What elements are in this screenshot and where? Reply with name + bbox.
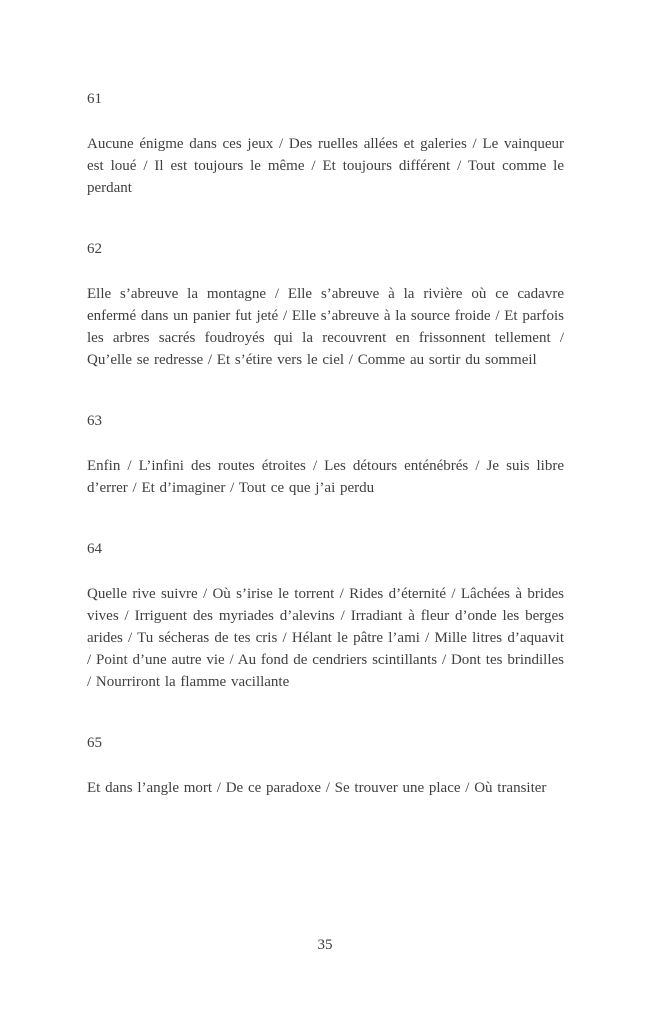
section-text: Et dans l’angle mort / De ce paradoxe / Se trouver une place / Où transiter bbox=[87, 780, 547, 796]
poem-section-62 bbox=[87, 238, 564, 371]
section-number: 62 bbox=[87, 241, 102, 257]
section-number: 61 bbox=[87, 91, 102, 107]
section-number: 63 bbox=[87, 413, 102, 429]
poem-section-64 bbox=[87, 538, 564, 693]
section-number: 64 bbox=[87, 541, 102, 557]
poem-section-65 bbox=[87, 732, 564, 799]
section-number: 65 bbox=[87, 735, 102, 751]
section-text: Elle s’abreuve la montagne / Elle s’abreuve à la rivière où ce cadavre enfermé dans un panier fut jeté / Elle s’abreuve à la source froide / Et parfois les arbres sacrés foudroyés qui la recouvrent en frissonnent tellement / Qu’elle se redresse / Et s’étire vers le ciel / Comme au sortir du sommeil bbox=[87, 286, 564, 368]
poem-section-63 bbox=[87, 410, 564, 499]
page-number: 35 bbox=[317, 937, 333, 953]
section-text: Aucune énigme dans ces jeux / Des ruelles allées et galeries / Le vainqueur est loué / Il est toujours le même / Et toujours différent / Tout comme le perdant bbox=[87, 136, 564, 196]
section-text: Enfin / L’infini des routes étroites / Les détours enténébrés / Je suis libre d’errer / Et d’imaginer / Tout ce que j’ai perdu bbox=[87, 458, 564, 496]
section-text: Quelle rive suivre / Où s’irise le torrent / Rides d’éternité / Lâchées à brides vives / Irriguent des myriades d’alevins / Irradiant à fleur d’onde les berges arides / Tu sécheras de tes cris / Hélant le pâtre l’ami / Mille litres d’aquavit / Point d’une autre vie / Au fond de cendriers scintillants / Dont tes brindilles / Nourriront la flamme vacillante bbox=[87, 586, 564, 690]
poem-section-61 bbox=[87, 88, 564, 199]
